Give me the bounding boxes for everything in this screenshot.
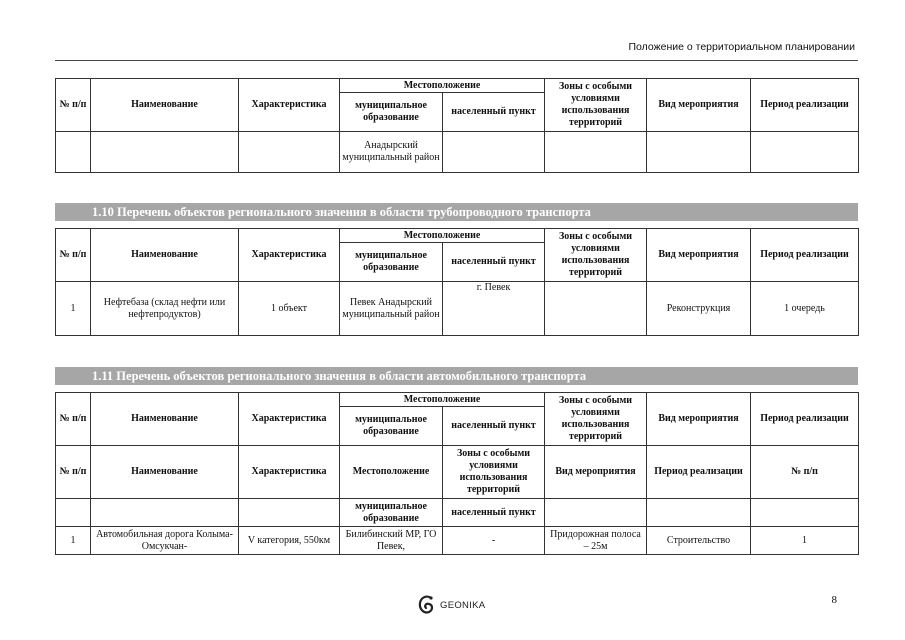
col-header-period: Период реализации xyxy=(751,79,859,132)
cell-period: 1 xyxy=(751,527,859,555)
col-header-kind: Вид мероприятия xyxy=(647,79,751,132)
cell-characteristic: 1 объект xyxy=(239,282,340,336)
col-header-no: № п/п xyxy=(56,229,91,282)
col-header-no: № п/п xyxy=(56,79,91,132)
logo-text: GEONIKA xyxy=(440,599,486,611)
col-header-location: Местоположение xyxy=(340,229,545,243)
col-header-no-last: № п/п xyxy=(751,446,859,499)
col-header-period: Период реализации xyxy=(647,446,751,499)
geonika-logo xyxy=(418,594,485,616)
cell-no: 1 xyxy=(56,527,91,555)
col-header-no: № п/п xyxy=(56,446,91,499)
col-header-settlement: населенный пункт xyxy=(443,499,545,527)
repeated-header-row xyxy=(56,446,859,499)
cell-name: Автомобильная дорога Колыма-Омсукчан- xyxy=(91,527,239,555)
sub-header-row xyxy=(56,499,859,527)
col-header-characteristic: Характеристика xyxy=(239,229,340,282)
cell-kind: Реконструкция xyxy=(647,282,751,336)
col-header-settlement: населенный пункт xyxy=(443,93,545,132)
section-title-1-10: 1.10 Перечень объектов регионального значения в области трубопроводного транспорта xyxy=(55,203,858,221)
col-header-name: Наименование xyxy=(91,229,239,282)
col-header-characteristic: Характеристика xyxy=(239,393,340,446)
cell-zones: Придорожная полоса – 25м xyxy=(545,527,647,555)
page-number: 8 xyxy=(831,594,837,606)
cell-kind: Строительство xyxy=(647,527,751,555)
col-header-kind: Вид мероприятия xyxy=(647,393,751,446)
col-header-settlement: населенный пункт xyxy=(443,243,545,282)
running-header: Положение о территориальном планировании xyxy=(628,41,855,53)
col-header-name: Наименование xyxy=(91,79,239,132)
table-row xyxy=(56,527,859,555)
cell-zones xyxy=(545,282,647,336)
col-header-kind: Вид мероприятия xyxy=(647,229,751,282)
cell-municipal: Певек Анадырский муниципальный район xyxy=(340,282,443,336)
cell-period: 1 очередь xyxy=(751,282,859,336)
cell-municipal: Анадырский муниципальный район xyxy=(340,132,443,173)
header-divider xyxy=(55,60,858,61)
col-header-municipal: муниципальное образование xyxy=(340,243,443,282)
cell-characteristic: V категория, 550км xyxy=(239,527,340,555)
table-road-transport xyxy=(55,392,859,555)
section-title-1-11: 1.11 Перечень объектов регионального значения в области автомобильного транспорта xyxy=(55,367,858,385)
col-header-characteristic: Характеристика xyxy=(239,79,340,132)
col-header-period: Период реализации xyxy=(751,229,859,282)
col-header-zones: Зоны с особыми условиями использования территорий xyxy=(545,229,647,282)
col-header-period: Период реализации xyxy=(751,393,859,446)
col-header-name: Наименование xyxy=(91,446,239,499)
col-header-location: Местоположение xyxy=(340,79,545,93)
table-row xyxy=(56,132,859,173)
col-header-municipal: муниципальное образование xyxy=(340,499,443,527)
col-header-zones: Зоны с особыми условиями использования территорий xyxy=(545,393,647,446)
col-header-characteristic: Характеристика xyxy=(239,446,340,499)
cell-settlement: г. Певек xyxy=(443,282,545,336)
cell-no: 1 xyxy=(56,282,91,336)
col-header-settlement: населенный пункт xyxy=(443,407,545,446)
table-pipeline-transport xyxy=(55,228,859,336)
cell-settlement: - xyxy=(443,527,545,555)
col-header-name: Наименование xyxy=(91,393,239,446)
geonika-logo-icon xyxy=(418,594,436,616)
cell-name: Нефтебаза (склад нефти или нефтепродуктов) xyxy=(91,282,239,336)
col-header-kind: Вид мероприятия xyxy=(545,446,647,499)
col-header-no: № п/п xyxy=(56,393,91,446)
col-header-zones: Зоны с особыми условиями использования территорий xyxy=(443,446,545,499)
col-header-location: Местоположение xyxy=(340,393,545,407)
col-header-zones: Зоны с особыми условиями использования территорий xyxy=(545,79,647,132)
col-header-location: Местоположение xyxy=(340,446,443,499)
cell-municipal: Билибинский МР, ГО Певек, xyxy=(340,527,443,555)
col-header-municipal: муниципальное образование xyxy=(340,93,443,132)
table-row xyxy=(56,282,859,336)
col-header-municipal: муниципальное образование xyxy=(340,407,443,446)
table-continuation xyxy=(55,78,859,173)
